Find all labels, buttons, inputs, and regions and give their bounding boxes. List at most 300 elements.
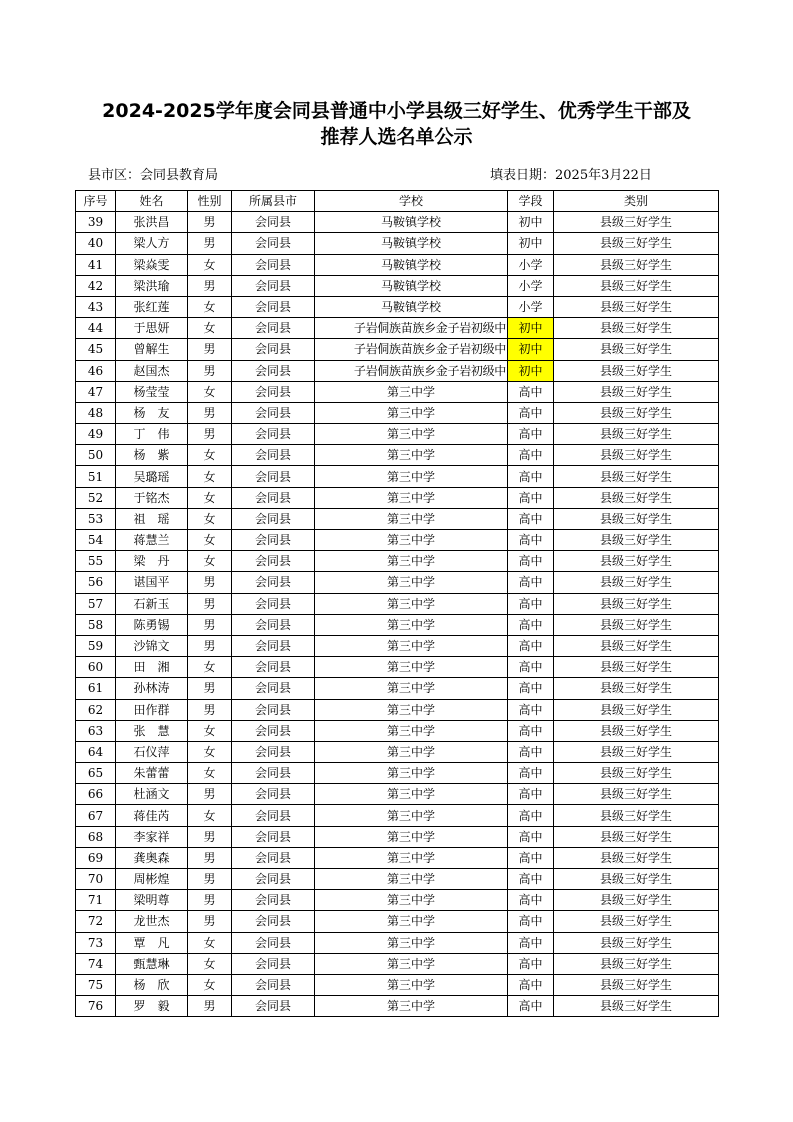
title-line-1: 2024-2025学年度会同县普通中小学县级三好学生、优秀学生干部及 — [102, 100, 691, 122]
cell-name: 孙林涛 — [116, 678, 188, 699]
cell-name: 朱蕾蕾 — [116, 763, 188, 784]
cell-category: 县级三好学生 — [554, 254, 719, 275]
cell-name: 于铭杰 — [116, 487, 188, 508]
cell-county: 会同县 — [232, 890, 315, 911]
cell-no: 53 — [76, 508, 116, 529]
cell-gender: 女 — [188, 487, 232, 508]
cell-no: 42 — [76, 275, 116, 296]
cell-school: 第三中学 — [315, 593, 508, 614]
cell-category: 县级三好学生 — [554, 678, 719, 699]
cell-gender: 男 — [188, 847, 232, 868]
cell-name: 曾解生 — [116, 339, 188, 360]
cell-no: 66 — [76, 784, 116, 805]
table-row — [76, 275, 719, 296]
cell-stage: 高中 — [508, 911, 554, 932]
cell-name: 张 慧 — [116, 720, 188, 741]
cell-no: 69 — [76, 847, 116, 868]
cell-category: 县级三好学生 — [554, 699, 719, 720]
cell-stage: 高中 — [508, 805, 554, 826]
date-label: 填表日期：2025年3月22日 — [490, 168, 652, 183]
cell-stage: 高中 — [508, 826, 554, 847]
cell-no: 46 — [76, 360, 116, 381]
cell-stage: 初中 — [508, 339, 554, 360]
cell-gender: 男 — [188, 869, 232, 890]
cell-no: 67 — [76, 805, 116, 826]
cell-category: 县级三好学生 — [554, 593, 719, 614]
cell-school: 马鞍镇学校 — [315, 254, 508, 275]
table-row — [76, 635, 719, 656]
cell-gender: 男 — [188, 424, 232, 445]
county-label: 县市区：会同县教育局 — [88, 168, 219, 183]
cell-stage: 高中 — [508, 996, 554, 1017]
cell-gender: 女 — [188, 551, 232, 572]
cell-category: 县级三好学生 — [554, 572, 719, 593]
cell-name: 杨 紫 — [116, 445, 188, 466]
cell-gender: 男 — [188, 635, 232, 656]
cell-stage: 高中 — [508, 445, 554, 466]
cell-county: 会同县 — [232, 466, 315, 487]
cell-school: 第三中学 — [315, 890, 508, 911]
cell-school: 第三中学 — [315, 466, 508, 487]
cell-category: 县级三好学生 — [554, 826, 719, 847]
cell-no: 62 — [76, 699, 116, 720]
cell-no: 71 — [76, 890, 116, 911]
cell-school: 第三中学 — [315, 826, 508, 847]
cell-no: 40 — [76, 233, 116, 254]
cell-county: 会同县 — [232, 974, 315, 995]
cell-stage: 高中 — [508, 508, 554, 529]
cell-gender: 女 — [188, 466, 232, 487]
cell-no: 74 — [76, 953, 116, 974]
cell-stage: 高中 — [508, 466, 554, 487]
cell-no: 70 — [76, 869, 116, 890]
table-row — [76, 890, 719, 911]
cell-category: 县级三好学生 — [554, 974, 719, 995]
table-row — [76, 847, 719, 868]
cell-name: 石仪萍 — [116, 741, 188, 762]
cell-county: 会同县 — [232, 424, 315, 445]
cell-stage: 高中 — [508, 487, 554, 508]
cell-stage: 高中 — [508, 381, 554, 402]
table-row — [76, 614, 719, 635]
cell-gender: 男 — [188, 233, 232, 254]
header-no: 序号 — [76, 191, 116, 212]
cell-no: 50 — [76, 445, 116, 466]
cell-name: 覃 凡 — [116, 932, 188, 953]
cell-gender: 男 — [188, 996, 232, 1017]
cell-county: 会同县 — [232, 275, 315, 296]
table-row — [76, 466, 719, 487]
table-row — [76, 233, 719, 254]
cell-county: 会同县 — [232, 678, 315, 699]
cell-gender: 女 — [188, 932, 232, 953]
cell-school: 第三中学 — [315, 508, 508, 529]
cell-name: 于思妍 — [116, 318, 188, 339]
cell-stage: 初中 — [508, 212, 554, 233]
table-row — [76, 741, 719, 762]
cell-name: 沙锦文 — [116, 635, 188, 656]
cell-school: 第三中学 — [315, 741, 508, 762]
cell-school: 第三中学 — [315, 487, 508, 508]
cell-stage: 高中 — [508, 869, 554, 890]
cell-name: 张洪昌 — [116, 212, 188, 233]
cell-school: 子岩侗族苗族乡金子岩初级中 — [315, 339, 508, 360]
cell-county: 会同县 — [232, 593, 315, 614]
cell-stage: 高中 — [508, 614, 554, 635]
cell-no: 61 — [76, 678, 116, 699]
cell-county: 会同县 — [232, 720, 315, 741]
cell-gender: 女 — [188, 296, 232, 317]
cell-school: 马鞍镇学校 — [315, 212, 508, 233]
cell-gender: 女 — [188, 720, 232, 741]
table-row — [76, 720, 719, 741]
cell-no: 47 — [76, 381, 116, 402]
cell-name: 周彬煌 — [116, 869, 188, 890]
cell-stage: 高中 — [508, 593, 554, 614]
cell-county: 会同县 — [232, 402, 315, 423]
cell-stage: 高中 — [508, 720, 554, 741]
cell-county: 会同县 — [232, 869, 315, 890]
cell-stage: 高中 — [508, 530, 554, 551]
cell-school: 第三中学 — [315, 784, 508, 805]
cell-school: 第三中学 — [315, 699, 508, 720]
cell-name: 张红莲 — [116, 296, 188, 317]
cell-category: 县级三好学生 — [554, 360, 719, 381]
cell-category: 县级三好学生 — [554, 318, 719, 339]
table-row — [76, 869, 719, 890]
cell-name: 梁洪瑜 — [116, 275, 188, 296]
cell-name: 龙世杰 — [116, 911, 188, 932]
header-stage: 学段 — [508, 191, 554, 212]
cell-category: 县级三好学生 — [554, 635, 719, 656]
cell-gender: 女 — [188, 974, 232, 995]
cell-school: 第三中学 — [315, 402, 508, 423]
table-row — [76, 339, 719, 360]
cell-school: 第三中学 — [315, 953, 508, 974]
cell-stage: 高中 — [508, 932, 554, 953]
cell-category: 县级三好学生 — [554, 339, 719, 360]
cell-category: 县级三好学生 — [554, 381, 719, 402]
cell-county: 会同县 — [232, 932, 315, 953]
cell-name: 祖 瑶 — [116, 508, 188, 529]
cell-no: 59 — [76, 635, 116, 656]
cell-no: 43 — [76, 296, 116, 317]
cell-stage: 小学 — [508, 254, 554, 275]
cell-county: 会同县 — [232, 635, 315, 656]
cell-school: 第三中学 — [315, 847, 508, 868]
cell-no: 55 — [76, 551, 116, 572]
cell-no: 63 — [76, 720, 116, 741]
cell-school: 第三中学 — [315, 551, 508, 572]
cell-category: 县级三好学生 — [554, 720, 719, 741]
cell-stage: 高中 — [508, 953, 554, 974]
cell-name: 田作群 — [116, 699, 188, 720]
cell-gender: 女 — [188, 508, 232, 529]
cell-name: 梁 丹 — [116, 551, 188, 572]
cell-school: 第三中学 — [315, 657, 508, 678]
cell-county: 会同县 — [232, 953, 315, 974]
header-school: 学校 — [315, 191, 508, 212]
cell-stage: 高中 — [508, 402, 554, 423]
cell-no: 57 — [76, 593, 116, 614]
cell-stage: 高中 — [508, 551, 554, 572]
cell-stage: 高中 — [508, 974, 554, 995]
table-header-row — [76, 191, 719, 212]
cell-name: 梁焱雯 — [116, 254, 188, 275]
cell-stage: 高中 — [508, 847, 554, 868]
cell-no: 49 — [76, 424, 116, 445]
cell-school: 第三中学 — [315, 932, 508, 953]
table-row — [76, 932, 719, 953]
table-row — [76, 657, 719, 678]
table-body — [76, 212, 719, 1017]
table-row — [76, 318, 719, 339]
cell-county: 会同县 — [232, 911, 315, 932]
cell-category: 县级三好学生 — [554, 911, 719, 932]
table-row — [76, 487, 719, 508]
cell-county: 会同县 — [232, 657, 315, 678]
cell-stage: 高中 — [508, 890, 554, 911]
cell-school: 第三中学 — [315, 614, 508, 635]
cell-no: 41 — [76, 254, 116, 275]
table-row — [76, 424, 719, 445]
cell-category: 县级三好学生 — [554, 657, 719, 678]
cell-stage: 高中 — [508, 572, 554, 593]
cell-gender: 女 — [188, 318, 232, 339]
cell-county: 会同县 — [232, 614, 315, 635]
table-row — [76, 763, 719, 784]
cell-gender: 男 — [188, 339, 232, 360]
cell-gender: 男 — [188, 699, 232, 720]
cell-category: 县级三好学生 — [554, 614, 719, 635]
cell-county: 会同县 — [232, 784, 315, 805]
cell-stage: 初中 — [508, 318, 554, 339]
cell-stage: 初中 — [508, 233, 554, 254]
table-row — [76, 805, 719, 826]
cell-county: 会同县 — [232, 530, 315, 551]
cell-category: 县级三好学生 — [554, 784, 719, 805]
cell-no: 48 — [76, 402, 116, 423]
cell-name: 杨莹莹 — [116, 381, 188, 402]
cell-school: 第三中学 — [315, 974, 508, 995]
cell-no: 73 — [76, 932, 116, 953]
cell-gender: 男 — [188, 402, 232, 423]
cell-gender: 男 — [188, 911, 232, 932]
cell-no: 58 — [76, 614, 116, 635]
cell-no: 68 — [76, 826, 116, 847]
table-row — [76, 445, 719, 466]
cell-county: 会同县 — [232, 572, 315, 593]
cell-school: 第三中学 — [315, 869, 508, 890]
cell-name: 龚奥森 — [116, 847, 188, 868]
cell-gender: 女 — [188, 530, 232, 551]
cell-county: 会同县 — [232, 254, 315, 275]
cell-gender: 男 — [188, 678, 232, 699]
cell-stage: 高中 — [508, 657, 554, 678]
cell-no: 76 — [76, 996, 116, 1017]
cell-stage: 高中 — [508, 741, 554, 762]
cell-name: 吴璐瑶 — [116, 466, 188, 487]
cell-no: 72 — [76, 911, 116, 932]
table-row — [76, 381, 719, 402]
cell-school: 第三中学 — [315, 635, 508, 656]
table-row — [76, 402, 719, 423]
table-row — [76, 678, 719, 699]
cell-stage: 高中 — [508, 763, 554, 784]
cell-school: 第三中学 — [315, 996, 508, 1017]
cell-category: 县级三好学生 — [554, 275, 719, 296]
cell-no: 64 — [76, 741, 116, 762]
cell-school: 第三中学 — [315, 381, 508, 402]
table-row — [76, 360, 719, 381]
table-row — [76, 551, 719, 572]
cell-no: 65 — [76, 763, 116, 784]
cell-name: 杨 欣 — [116, 974, 188, 995]
cell-no: 52 — [76, 487, 116, 508]
cell-name: 罗 毅 — [116, 996, 188, 1017]
cell-category: 县级三好学生 — [554, 402, 719, 423]
cell-category: 县级三好学生 — [554, 508, 719, 529]
cell-category: 县级三好学生 — [554, 805, 719, 826]
cell-name: 谌国平 — [116, 572, 188, 593]
cell-county: 会同县 — [232, 339, 315, 360]
table-row — [76, 572, 719, 593]
cell-school: 第三中学 — [315, 720, 508, 741]
table-row — [76, 508, 719, 529]
table-row — [76, 212, 719, 233]
cell-category: 县级三好学生 — [554, 996, 719, 1017]
cell-stage: 高中 — [508, 424, 554, 445]
cell-category: 县级三好学生 — [554, 847, 719, 868]
cell-no: 54 — [76, 530, 116, 551]
cell-gender: 男 — [188, 890, 232, 911]
roster-table — [75, 190, 719, 1017]
cell-gender: 男 — [188, 784, 232, 805]
table-row — [76, 784, 719, 805]
cell-no: 45 — [76, 339, 116, 360]
cell-school: 第三中学 — [315, 572, 508, 593]
cell-name: 蒋慧兰 — [116, 530, 188, 551]
cell-name: 赵国杰 — [116, 360, 188, 381]
cell-gender: 女 — [188, 445, 232, 466]
cell-stage: 小学 — [508, 296, 554, 317]
cell-name: 甄慧琳 — [116, 953, 188, 974]
cell-gender: 男 — [188, 212, 232, 233]
cell-category: 县级三好学生 — [554, 530, 719, 551]
cell-school: 马鞍镇学校 — [315, 275, 508, 296]
cell-category: 县级三好学生 — [554, 551, 719, 572]
cell-school: 子岩侗族苗族乡金子岩初级中 — [315, 360, 508, 381]
cell-county: 会同县 — [232, 487, 315, 508]
cell-county: 会同县 — [232, 699, 315, 720]
cell-gender: 男 — [188, 275, 232, 296]
cell-gender: 男 — [188, 593, 232, 614]
cell-category: 县级三好学生 — [554, 953, 719, 974]
cell-name: 梁明尊 — [116, 890, 188, 911]
cell-gender: 女 — [188, 763, 232, 784]
cell-county: 会同县 — [232, 508, 315, 529]
cell-name: 李家祥 — [116, 826, 188, 847]
header-county: 所属县市 — [232, 191, 315, 212]
cell-no: 51 — [76, 466, 116, 487]
cell-county: 会同县 — [232, 233, 315, 254]
table-row — [76, 593, 719, 614]
cell-category: 县级三好学生 — [554, 869, 719, 890]
cell-school: 第三中学 — [315, 805, 508, 826]
cell-school: 第三中学 — [315, 530, 508, 551]
title-line-2: 推荐人选名单公示 — [320, 126, 473, 148]
cell-name: 田 湘 — [116, 657, 188, 678]
cell-category: 县级三好学生 — [554, 445, 719, 466]
cell-name: 陈勇锡 — [116, 614, 188, 635]
cell-name: 梁人方 — [116, 233, 188, 254]
cell-gender: 女 — [188, 254, 232, 275]
cell-county: 会同县 — [232, 847, 315, 868]
cell-county: 会同县 — [232, 551, 315, 572]
cell-no: 44 — [76, 318, 116, 339]
cell-county: 会同县 — [232, 805, 315, 826]
cell-gender: 女 — [188, 953, 232, 974]
cell-county: 会同县 — [232, 763, 315, 784]
cell-county: 会同县 — [232, 996, 315, 1017]
cell-stage: 小学 — [508, 275, 554, 296]
cell-school: 第三中学 — [315, 763, 508, 784]
cell-school: 第三中学 — [315, 678, 508, 699]
cell-stage: 高中 — [508, 635, 554, 656]
cell-category: 县级三好学生 — [554, 932, 719, 953]
header-category: 类别 — [554, 191, 719, 212]
cell-school: 第三中学 — [315, 424, 508, 445]
cell-no: 39 — [76, 212, 116, 233]
cell-county: 会同县 — [232, 360, 315, 381]
cell-stage: 初中 — [508, 360, 554, 381]
cell-category: 县级三好学生 — [554, 466, 719, 487]
table-row — [76, 699, 719, 720]
cell-county: 会同县 — [232, 318, 315, 339]
cell-category: 县级三好学生 — [554, 763, 719, 784]
cell-school: 马鞍镇学校 — [315, 296, 508, 317]
cell-school: 子岩侗族苗族乡金子岩初级中 — [315, 318, 508, 339]
table-row — [76, 974, 719, 995]
cell-county: 会同县 — [232, 212, 315, 233]
cell-county: 会同县 — [232, 445, 315, 466]
table-row — [76, 996, 719, 1017]
cell-stage: 高中 — [508, 699, 554, 720]
cell-no: 75 — [76, 974, 116, 995]
cell-county: 会同县 — [232, 741, 315, 762]
cell-gender: 男 — [188, 572, 232, 593]
cell-category: 县级三好学生 — [554, 890, 719, 911]
cell-gender: 女 — [188, 657, 232, 678]
table-row — [76, 530, 719, 551]
table-row — [76, 254, 719, 275]
cell-county: 会同县 — [232, 296, 315, 317]
table-row — [76, 826, 719, 847]
cell-name: 丁 伟 — [116, 424, 188, 445]
cell-category: 县级三好学生 — [554, 212, 719, 233]
cell-gender: 男 — [188, 360, 232, 381]
cell-school: 马鞍镇学校 — [315, 233, 508, 254]
page-title — [0, 98, 793, 150]
cell-gender: 女 — [188, 381, 232, 402]
cell-no: 60 — [76, 657, 116, 678]
cell-county: 会同县 — [232, 826, 315, 847]
header-gender: 性别 — [188, 191, 232, 212]
cell-gender: 男 — [188, 826, 232, 847]
table-row — [76, 296, 719, 317]
cell-school: 第三中学 — [315, 445, 508, 466]
cell-gender: 女 — [188, 805, 232, 826]
